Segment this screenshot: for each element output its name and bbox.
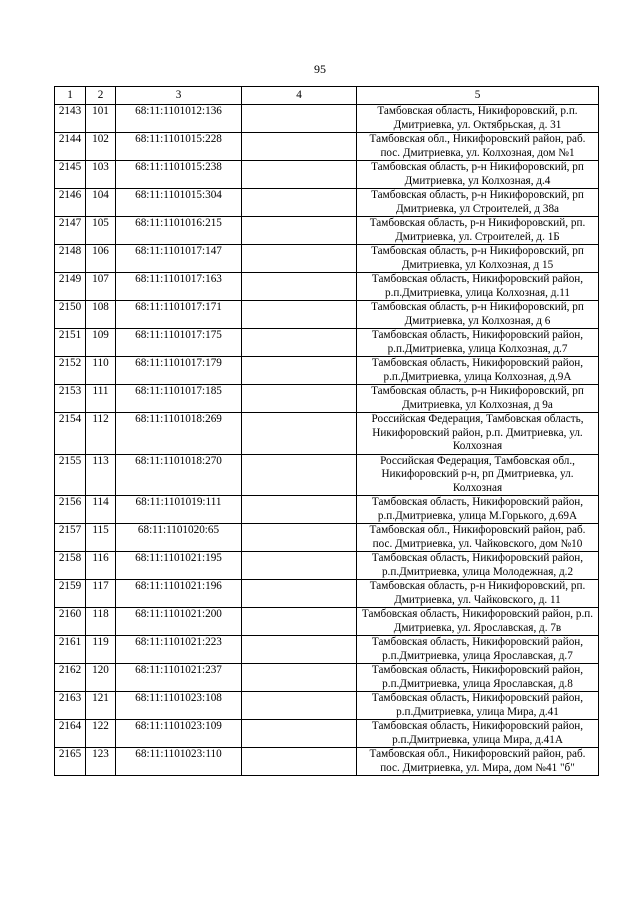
- cell-row-number: 2148: [55, 245, 86, 273]
- table-row: [55, 245, 599, 273]
- cell-row-number: 2159: [55, 580, 86, 608]
- table-row: [55, 720, 599, 748]
- table-body: [55, 105, 599, 776]
- cell-note: [242, 413, 357, 455]
- table-row: [55, 329, 599, 357]
- cell-address: Тамбовская область, Никифоровский район, р.п.Дмитриевка, улица Колхозная, д.7: [357, 329, 599, 357]
- cell-index: 113: [86, 454, 116, 496]
- cell-note: [242, 748, 357, 776]
- cell-cadastral-number: 68:11:1101012:136: [116, 105, 242, 133]
- cell-note: [242, 301, 357, 329]
- cell-row-number: 2164: [55, 720, 86, 748]
- cell-index: 120: [86, 664, 116, 692]
- header-col-4: 4: [242, 87, 357, 105]
- cell-cadastral-number: 68:11:1101016:215: [116, 217, 242, 245]
- cell-row-number: 2151: [55, 329, 86, 357]
- cell-address: Тамбовская область, р-н Никифоровский, рп. Дмитриевка, ул. Чайковского, д. 11: [357, 580, 599, 608]
- cell-index: 116: [86, 552, 116, 580]
- cell-address: Тамбовская область, Никифоровский район, р.п.Дмитриевка, улица Мира, д.41А: [357, 720, 599, 748]
- cell-note: [242, 329, 357, 357]
- cell-cadastral-number: 68:11:1101017:185: [116, 385, 242, 413]
- cell-cadastral-number: 68:11:1101020:65: [116, 524, 242, 552]
- cell-index: 105: [86, 217, 116, 245]
- table-row: [55, 524, 599, 552]
- table-row: [55, 748, 599, 776]
- cell-cadastral-number: 68:11:1101021:237: [116, 664, 242, 692]
- cell-address: Тамбовская область, р-н Никифоровский, рп Дмитриевка, ул Колхозная, д.4: [357, 161, 599, 189]
- table-row: [55, 301, 599, 329]
- header-col-2: 2: [86, 87, 116, 105]
- cell-row-number: 2150: [55, 301, 86, 329]
- cell-address: Тамбовская область, Никифоровский район, р.п.Дмитриевка, улица Колхозная, д.11: [357, 273, 599, 301]
- cell-note: [242, 636, 357, 664]
- cell-cadastral-number: 68:11:1101015:304: [116, 189, 242, 217]
- cell-index: 114: [86, 496, 116, 524]
- cell-index: 103: [86, 161, 116, 189]
- cell-note: [242, 105, 357, 133]
- cell-note: [242, 133, 357, 161]
- cell-index: 108: [86, 301, 116, 329]
- cell-index: 119: [86, 636, 116, 664]
- cell-row-number: 2153: [55, 385, 86, 413]
- cell-note: [242, 189, 357, 217]
- cell-address: Тамбовская область, Никифоровский район, р.п.Дмитриевка, улица Колхозная, д.9А: [357, 357, 599, 385]
- cell-row-number: 2154: [55, 413, 86, 455]
- cell-index: 122: [86, 720, 116, 748]
- cell-row-number: 2162: [55, 664, 86, 692]
- cell-cadastral-number: 68:11:1101023:108: [116, 692, 242, 720]
- cell-address: Тамбовская обл., Никифоровский район, раб. пос. Дмитриевка, ул. Чайковского, дом №10: [357, 524, 599, 552]
- cell-row-number: 2147: [55, 217, 86, 245]
- cell-cadastral-number: 68:11:1101018:270: [116, 454, 242, 496]
- cell-note: [242, 385, 357, 413]
- cell-note: [242, 552, 357, 580]
- cell-row-number: 2161: [55, 636, 86, 664]
- cell-address: Тамбовская область, р-н Никифоровский, рп Дмитриевка, ул Колхозная, д 6: [357, 301, 599, 329]
- cell-row-number: 2144: [55, 133, 86, 161]
- cell-index: 110: [86, 357, 116, 385]
- table-row: [55, 217, 599, 245]
- cell-cadastral-number: 68:11:1101021:223: [116, 636, 242, 664]
- cell-cadastral-number: 68:11:1101018:269: [116, 413, 242, 455]
- table-row: [55, 273, 599, 301]
- header-col-5: 5: [357, 87, 599, 105]
- cell-address: Тамбовская область, Никифоровский район, р.п. Дмитриевка, ул. Ярославская, д. 7в: [357, 608, 599, 636]
- table-row: [55, 552, 599, 580]
- cell-cadastral-number: 68:11:1101017:171: [116, 301, 242, 329]
- cell-note: [242, 692, 357, 720]
- table-row: [55, 580, 599, 608]
- cell-row-number: 2152: [55, 357, 86, 385]
- cell-address: Тамбовская обл., Никифоровский район, раб. пос. Дмитриевка, ул. Колхозная, дом №1: [357, 133, 599, 161]
- table-row: [55, 454, 599, 496]
- header-row: [55, 87, 599, 105]
- cell-address: Тамбовская область, р-н Никифоровский, рп. Дмитриевка, ул. Строителей, д. 1Б: [357, 217, 599, 245]
- cell-index: 117: [86, 580, 116, 608]
- cell-cadastral-number: 68:11:1101021:196: [116, 580, 242, 608]
- cell-address: Тамбовская область, Никифоровский район, р.п.Дмитриевка, улица Ярославская, д.8: [357, 664, 599, 692]
- cell-index: 121: [86, 692, 116, 720]
- cell-cadastral-number: 68:11:1101017:163: [116, 273, 242, 301]
- cell-cadastral-number: 68:11:1101021:195: [116, 552, 242, 580]
- cell-address: Тамбовская область, Никифоровский район, р.п.Дмитриевка, улица Ярославская, д.7: [357, 636, 599, 664]
- cell-row-number: 2160: [55, 608, 86, 636]
- cell-address: Тамбовская область, Никифоровский район, р.п.Дмитриевка, улица М.Горького, д.69А: [357, 496, 599, 524]
- cell-row-number: 2143: [55, 105, 86, 133]
- cell-cadastral-number: 68:11:1101023:109: [116, 720, 242, 748]
- table-row: [55, 133, 599, 161]
- table-row: [55, 189, 599, 217]
- cell-index: 102: [86, 133, 116, 161]
- cell-row-number: 2165: [55, 748, 86, 776]
- cell-note: [242, 524, 357, 552]
- registry-table: [54, 86, 599, 776]
- table-header: [55, 87, 599, 105]
- cell-index: 109: [86, 329, 116, 357]
- cell-note: [242, 161, 357, 189]
- cell-index: 118: [86, 608, 116, 636]
- cell-cadastral-number: 68:11:1101015:238: [116, 161, 242, 189]
- cell-note: [242, 245, 357, 273]
- cell-note: [242, 608, 357, 636]
- cell-address: Тамбовская область, р-н Никифоровский, рп Дмитриевка, ул Колхозная, д 9а: [357, 385, 599, 413]
- cell-row-number: 2156: [55, 496, 86, 524]
- table-row: [55, 636, 599, 664]
- cell-note: [242, 454, 357, 496]
- table-row: [55, 608, 599, 636]
- cell-index: 112: [86, 413, 116, 455]
- table-row: [55, 385, 599, 413]
- cell-address: Тамбовская область, р-н Никифоровский, рп Дмитриевка, ул Колхозная, д 15: [357, 245, 599, 273]
- cell-index: 111: [86, 385, 116, 413]
- cell-note: [242, 217, 357, 245]
- cell-cadastral-number: 68:11:1101017:179: [116, 357, 242, 385]
- cell-cadastral-number: 68:11:1101017:175: [116, 329, 242, 357]
- cell-cadastral-number: 68:11:1101021:200: [116, 608, 242, 636]
- cell-address: Российская Федерация, Тамбовская обл., Никифоровский р-н, рп Дмитриевка, ул. Колхозная: [357, 454, 599, 496]
- cell-row-number: 2155: [55, 454, 86, 496]
- cell-address: Тамбовская область, Никифоровский район, р.п.Дмитриевка, улица Молодежная, д.2: [357, 552, 599, 580]
- cell-cadastral-number: 68:11:1101019:111: [116, 496, 242, 524]
- cell-row-number: 2149: [55, 273, 86, 301]
- cell-index: 115: [86, 524, 116, 552]
- cell-index: 101: [86, 105, 116, 133]
- cell-address: Российская Федерация, Тамбовская область, Никифоровский район, р.п. Дмитриевка, ул. Колхозная: [357, 413, 599, 455]
- cell-note: [242, 496, 357, 524]
- table-row: [55, 357, 599, 385]
- cell-index: 123: [86, 748, 116, 776]
- table-row: [55, 496, 599, 524]
- header-col-1: 1: [55, 87, 86, 105]
- cell-row-number: 2158: [55, 552, 86, 580]
- cell-index: 107: [86, 273, 116, 301]
- cell-index: 106: [86, 245, 116, 273]
- cell-address: Тамбовская область, Никифоровский, р.п. Дмитриевка, ул. Октябрьская, д. 31: [357, 105, 599, 133]
- table-row: [55, 105, 599, 133]
- cell-row-number: 2145: [55, 161, 86, 189]
- cell-address: Тамбовская область, Никифоровский район, р.п.Дмитриевка, улица Мира, д.41: [357, 692, 599, 720]
- cell-address: Тамбовская обл., Никифоровский район, раб. пос. Дмитриевка, ул. Мира, дом №41 "б": [357, 748, 599, 776]
- table-row: [55, 413, 599, 455]
- cell-note: [242, 664, 357, 692]
- cell-note: [242, 580, 357, 608]
- cell-index: 104: [86, 189, 116, 217]
- page-number: 95: [314, 62, 326, 76]
- cell-row-number: 2157: [55, 524, 86, 552]
- cell-row-number: 2146: [55, 189, 86, 217]
- cell-cadastral-number: 68:11:1101015:228: [116, 133, 242, 161]
- table-row: [55, 161, 599, 189]
- cell-note: [242, 357, 357, 385]
- table-row: [55, 692, 599, 720]
- cell-address: Тамбовская область, р-н Никифоровский, рп Дмитриевка, ул Строителей, д 38а: [357, 189, 599, 217]
- cell-cadastral-number: 68:11:1101017:147: [116, 245, 242, 273]
- cell-row-number: 2163: [55, 692, 86, 720]
- cell-note: [242, 720, 357, 748]
- cell-note: [242, 273, 357, 301]
- table-row: [55, 664, 599, 692]
- header-col-3: 3: [116, 87, 242, 105]
- cell-cadastral-number: 68:11:1101023:110: [116, 748, 242, 776]
